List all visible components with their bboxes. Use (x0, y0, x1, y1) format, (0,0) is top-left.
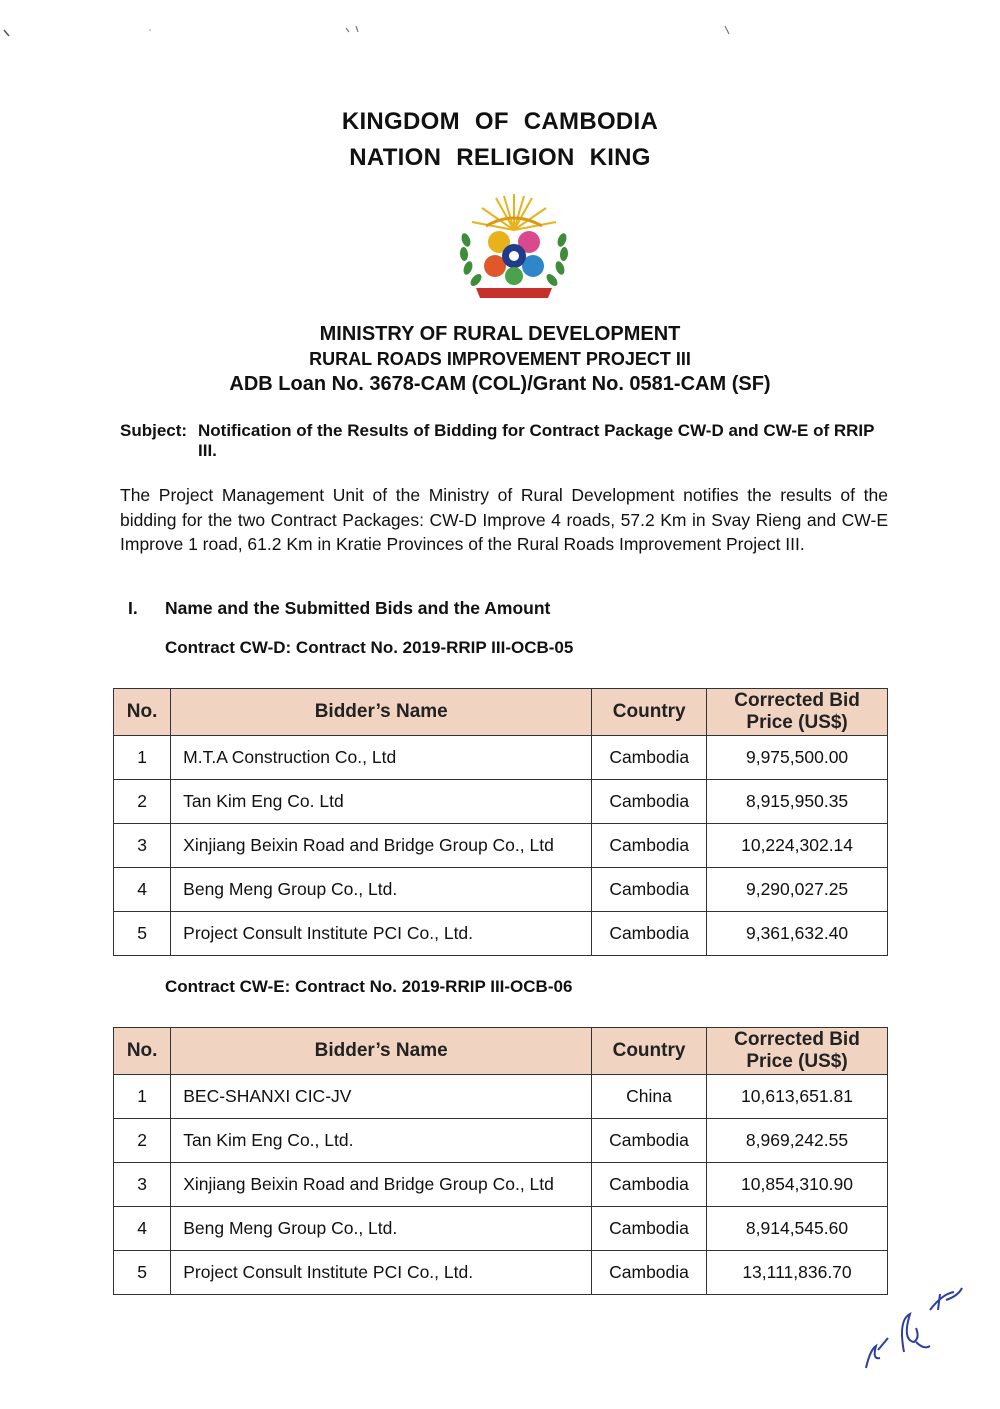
row-no: 3 (114, 1163, 171, 1207)
col-country-header: Country (592, 689, 707, 736)
row-price: 10,613,651.81 (707, 1075, 888, 1119)
table-row (114, 1163, 888, 1207)
row-price: 13,111,836.70 (707, 1251, 888, 1295)
table-row (114, 868, 888, 912)
row-bidder-name: BEC-SHANXI CIC-JV (171, 1075, 592, 1119)
table-row (114, 1207, 888, 1251)
table-row (114, 1119, 888, 1163)
contract-e-title: Contract CW-E: Contract No. 2019-RRIP III-OCB-06 (165, 977, 573, 996)
kingdom-heading: KINGDOM OF CAMBODIA (341, 108, 659, 135)
row-bidder-name: Tan Kim Eng Co. Ltd (171, 780, 592, 824)
row-bidder-name: Xinjiang Beixin Road and Bridge Group Co., Ltd (171, 1163, 592, 1207)
col-price-header-line2: Price (US$) (746, 712, 848, 733)
row-price: 8,969,242.55 (707, 1119, 888, 1163)
row-bidder-name: Beng Meng Group Co., Ltd. (171, 1207, 592, 1251)
row-no: 2 (114, 1119, 171, 1163)
col-name-header: Bidder’s Name (171, 689, 592, 736)
table-row (114, 1075, 888, 1119)
table-header-row (114, 1028, 888, 1075)
row-country: Cambodia (592, 1207, 707, 1251)
row-bidder-name: Beng Meng Group Co., Ltd. (171, 868, 592, 912)
row-price: 9,361,632.40 (707, 912, 888, 956)
col-country-header: Country (592, 1028, 707, 1075)
row-no: 1 (114, 1075, 171, 1119)
row-bidder-name: Xinjiang Beixin Road and Bridge Group Co., Ltd (171, 824, 592, 868)
row-country: China (592, 1075, 707, 1119)
table-row (114, 824, 888, 868)
ministry-heading: MINISTRY OF RURAL DEVELOPMENT (319, 323, 681, 345)
project-heading: RURAL ROADS IMPROVEMENT PROJECT III (309, 349, 691, 369)
motto-heading: NATION RELIGION KING (349, 144, 651, 171)
row-no: 3 (114, 824, 171, 868)
contract-d-table (113, 688, 888, 956)
row-no: 4 (114, 868, 171, 912)
row-country: Cambodia (592, 736, 707, 780)
row-price: 10,224,302.14 (707, 824, 888, 868)
col-price-header-line2: Price (US$) (746, 1051, 848, 1072)
intro-paragraph: The Project Management Unit of the Ministry of Rural Development notifies the results of the bidding for the two Contract Packages: CW-D Improve 4 roads, 57.2 Km in Svay Rieng and CW-E Improve 1 road, 61.2 Km in Kratie Provinces of the Rural Roads Improvement Project III. (120, 485, 888, 554)
row-country: Cambodia (592, 780, 707, 824)
section-title: Name and the Submitted Bids and the Amount (165, 598, 551, 618)
col-price-header-line1: Corrected Bid (734, 1029, 860, 1050)
row-bidder-name: Project Consult Institute PCI Co., Ltd. (171, 1251, 592, 1295)
row-bidder-name: M.T.A Construction Co., Ltd (171, 736, 592, 780)
loan-heading: ADB Loan No. 3678-CAM (COL)/Grant No. 0581-CAM (SF) (229, 373, 771, 395)
section-number: I. (128, 598, 138, 618)
row-country: Cambodia (592, 1251, 707, 1295)
row-price: 9,290,027.25 (707, 868, 888, 912)
scan-specks (0, 0, 1000, 60)
row-country: Cambodia (592, 1163, 707, 1207)
row-country: Cambodia (592, 868, 707, 912)
row-country: Cambodia (592, 912, 707, 956)
col-price-header (707, 1028, 888, 1075)
col-name-header: Bidder’s Name (171, 1028, 592, 1075)
row-no: 2 (114, 780, 171, 824)
row-country: Cambodia (592, 824, 707, 868)
handwritten-signature (858, 1280, 968, 1375)
col-price-header-line1: Corrected Bid (734, 690, 860, 711)
row-bidder-name: Project Consult Institute PCI Co., Ltd. (171, 912, 592, 956)
row-no: 5 (114, 1251, 171, 1295)
col-no-header: No. (114, 1028, 171, 1075)
row-price: 9,975,500.00 (707, 736, 888, 780)
subject-label: Subject: (120, 421, 188, 440)
row-price: 10,854,310.90 (707, 1163, 888, 1207)
row-country: Cambodia (592, 1119, 707, 1163)
row-no: 5 (114, 912, 171, 956)
col-no-header: No. (114, 689, 171, 736)
row-no: 4 (114, 1207, 171, 1251)
table-row (114, 736, 888, 780)
contract-d-title: Contract CW-D: Contract No. 2019-RRIP III-OCB-05 (165, 638, 574, 657)
table-row (114, 912, 888, 956)
subject-text: Notification of the Results of Bidding for Contract Package CW-D and CW-E of RRIP III. (198, 421, 875, 460)
section-heading (128, 598, 550, 619)
row-price: 8,914,545.60 (707, 1207, 888, 1251)
row-no: 1 (114, 736, 171, 780)
ministry-emblem-icon (452, 190, 576, 302)
contract-e-table (113, 1027, 888, 1295)
row-price: 8,915,950.35 (707, 780, 888, 824)
table-header-row (114, 689, 888, 736)
row-bidder-name: Tan Kim Eng Co., Ltd. (171, 1119, 592, 1163)
table-row (114, 780, 888, 824)
col-price-header (707, 689, 888, 736)
table-row (114, 1251, 888, 1295)
